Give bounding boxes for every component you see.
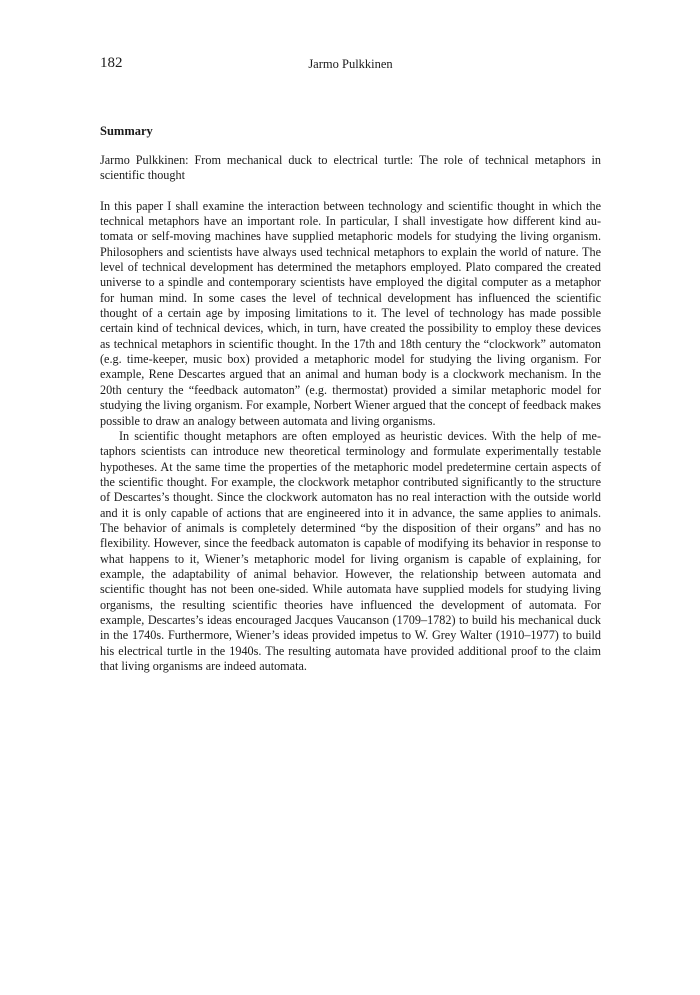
summary-section	[100, 123, 601, 674]
abstract-title: Jarmo Pulkkinen: From mechanical duck to electrical turtle: The role of technical metaphors in scientific thought	[100, 153, 601, 183]
running-title: Jarmo Pulkkinen	[308, 57, 393, 71]
page-number: 182	[100, 55, 123, 71]
section-heading: Summary	[100, 124, 153, 138]
running-header	[100, 53, 601, 73]
summary-paragraph-2: In scientific thought metaphors are often employed as heuristic devices. With the help of metaphors scientists can introduce new theoretical terminology and formulate experimentally testable hypotheses. At the same time the properties of the metaphoric model predetermine certain aspects of the scientific thought. For example, the clockwork metaphor contributed significantly to the structure of Descartes’s thought. Since the clockwork automaton has no real interaction with the outside world and it is only capable of actions that are engineered into it in advance, the same applies to animals. The behavior of animals is completely determined “by the disposition of their organs” and has no flexibility. However, since the feedback automaton is capable of modifying its behavior in response to what happens to it, Wiener’s metaphoric model for living organism is capable of explaining, for example, the adaptability of animal behavior. However, the relationship between automata and scientific thought has not been one-sided. While automata have supplied models for studying living organisms, the resulting scientific theories have influenced the development of automata. For example, Descartes’s ideas encouraged Jacques Vaucanson (1709–1782) to build his mechanical duck in the 1740s. Furthermore, Wiener’s ideas provided impetus to W. Grey Walter (1910–1977) to build his electrical turtle in the 1940s. The resulting automata have provided additional proof to the claim that living organisms are indeed automata.	[100, 428, 601, 673]
summary-paragraph-1: In this paper I shall examine the interaction between technology and scientific thought in which the technical metaphors have an important role. In particular, I shall investigate how different kind automata or self-moving machines have supplied metaphoric models for studying the living organism. Philosophers and scientists have always used technical metaphors to explain the world of nature. The level of technical development has determined the metaphors employed. Plato compared the created universe to a spindle and contemporary scientists have employed the digital computer as a metaphor for human mind. In some cases the level of technical development has influenced the scientific thought of a certain age by imposing limitations to it. The level of technology has made possible certain kind of technical devices, which, in turn, have created the possibility to employ these devices as technical metaphors in scientific thought. In the 17th and 18th century the “clockwork” automaton (e.g. time-keeper, music box) provided a metaphoric model for studying the living organism. For example, Rene Descartes argued that an animal and human body is a clockwork mechanism. In the 20th century the “feedback automaton” (e.g. thermostat) provided a similar metaphoric model for studying the living organism. For example, Norbert Wiener argued that the concept of feedback makes possible to draw an analogy between automata and living organisms.	[100, 198, 601, 428]
